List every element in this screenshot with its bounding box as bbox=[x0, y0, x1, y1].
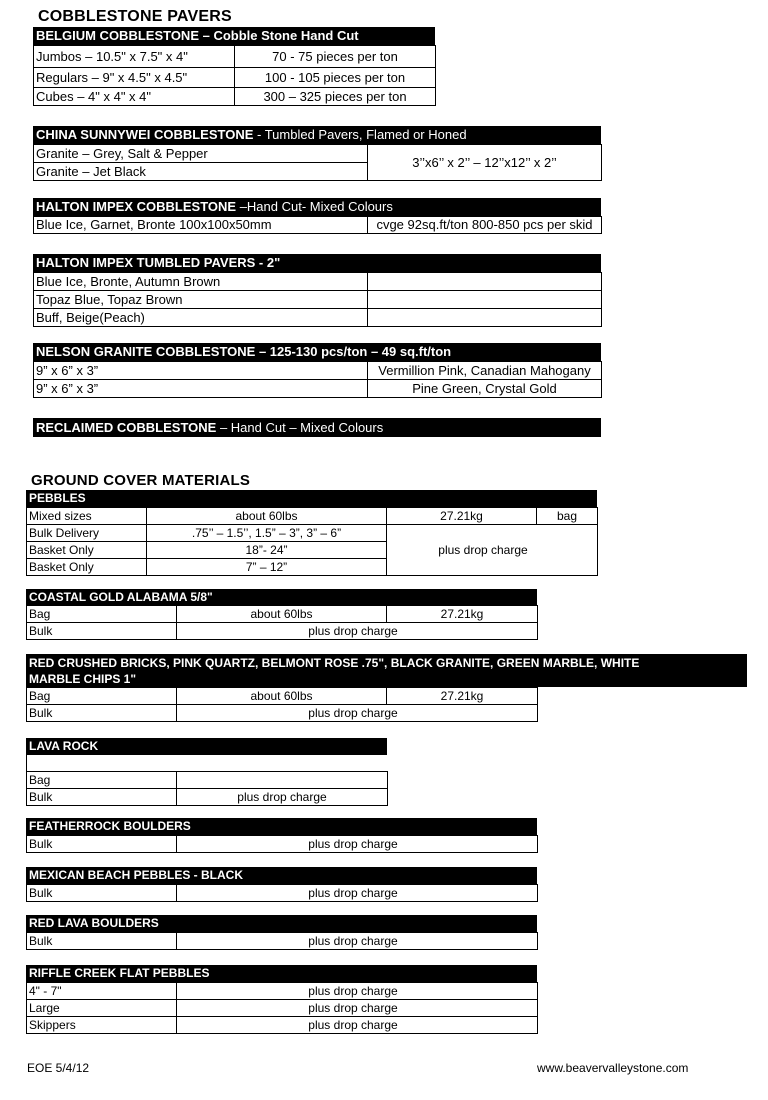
table-cell: Bulk bbox=[27, 789, 177, 806]
table-cell bbox=[368, 309, 602, 327]
table-cell: Bag bbox=[27, 606, 177, 623]
table-cell: Jumbos – 10.5" x 7.5" x 4" bbox=[34, 46, 235, 68]
coastal-heading: COASTAL GOLD ALABAMA 5/8" bbox=[29, 590, 213, 604]
china-sub: - Tumbled Pavers, Flamed or Honed bbox=[253, 127, 467, 142]
table-row bbox=[27, 1017, 538, 1034]
table-cell: about 60lbs bbox=[177, 606, 387, 623]
table-cell: .75’’ – 1.5’’, 1.5” – 3”, 3” – 6” bbox=[147, 525, 387, 542]
table-cell: 27.21kg bbox=[387, 606, 538, 623]
lava-header bbox=[26, 738, 387, 755]
table-row bbox=[27, 1000, 538, 1017]
table-cell: Mixed sizes bbox=[27, 508, 147, 525]
riffle-heading: RIFFLE CREEK FLAT PEBBLES bbox=[29, 966, 210, 980]
table-cell: Basket Only bbox=[27, 542, 147, 559]
riffle-header bbox=[26, 965, 537, 982]
table-row bbox=[27, 606, 538, 623]
table-row bbox=[34, 46, 436, 68]
mexican-heading: MEXICAN BEACH PEBBLES - BLACK bbox=[29, 868, 244, 882]
nelson-table bbox=[33, 361, 602, 398]
halton-cobble-sub: –Hand Cut- Mixed Colours bbox=[236, 199, 393, 214]
pebbles-header bbox=[26, 490, 597, 507]
featherrock-header bbox=[26, 818, 537, 835]
table-cell: plus drop charge bbox=[177, 983, 538, 1000]
table-row bbox=[34, 88, 436, 106]
table-cell: 9” x 6” x 3” bbox=[34, 362, 368, 380]
table-cell: 18”- 24” bbox=[147, 542, 387, 559]
table-cell: Topaz Blue, Topaz Brown bbox=[34, 291, 368, 309]
mexican-table bbox=[26, 884, 538, 902]
table-row bbox=[27, 525, 598, 542]
reclaimed-heading: RECLAIMED COBBLESTONE bbox=[36, 420, 217, 435]
table-cell: plus drop charge bbox=[177, 836, 538, 853]
table-row bbox=[27, 705, 538, 722]
china-heading: CHINA SUNNYWEI COBBLESTONE bbox=[36, 127, 254, 142]
red-crushed-heading-line1: RED CRUSHED BRICKS, PINK QUARTZ, BELMONT ROSE .75", BLACK GRANITE, GREEN MARBLE, WHITE bbox=[29, 656, 640, 670]
reclaimed-sub: – Hand Cut – Mixed Colours bbox=[216, 420, 384, 435]
table-cell: Bulk bbox=[27, 885, 177, 902]
table-cell: 4" - 7" bbox=[27, 983, 177, 1000]
table-cell: plus drop charge bbox=[177, 933, 538, 950]
table-row bbox=[34, 362, 602, 380]
table-cell: 27.21kg bbox=[387, 688, 538, 705]
table-cell: Cubes – 4" x 4" x 4" bbox=[34, 88, 235, 106]
table-row bbox=[34, 68, 436, 88]
table-cell: plus drop charge bbox=[177, 623, 538, 640]
reclaimed-header bbox=[33, 418, 601, 437]
table-cell: 100 - 105 pieces per ton bbox=[235, 68, 436, 88]
table-cell: 27.21kg bbox=[387, 508, 537, 525]
table-cell bbox=[368, 273, 602, 291]
pebbles-table bbox=[26, 507, 598, 576]
table-cell: plus drop charge bbox=[387, 525, 598, 576]
table-row bbox=[34, 273, 602, 291]
table-cell: 70 - 75 pieces per ton bbox=[235, 46, 436, 68]
table-row bbox=[27, 933, 538, 950]
table-row bbox=[27, 983, 538, 1000]
table-row bbox=[34, 217, 602, 234]
red-lava-table bbox=[26, 932, 538, 950]
table-cell: about 60lbs bbox=[177, 688, 387, 705]
featherrock-table bbox=[26, 835, 538, 853]
table-cell: Large bbox=[27, 1000, 177, 1017]
table-cell: Bag bbox=[27, 688, 177, 705]
table-cell: Bulk Delivery bbox=[27, 525, 147, 542]
featherrock-heading: FEATHERROCK BOULDERS bbox=[29, 819, 191, 833]
table-cell: Blue Ice, Bronte, Autumn Brown bbox=[34, 273, 368, 291]
lava-table bbox=[26, 771, 388, 806]
table-cell: 300 – 325 pieces per ton bbox=[235, 88, 436, 106]
table-cell: Bulk bbox=[27, 933, 177, 950]
table-cell: 9” x 6” x 3” bbox=[34, 380, 368, 398]
coastal-table bbox=[26, 605, 538, 640]
footer-date: EOE 5/4/12 bbox=[27, 1061, 90, 1075]
red-lava-heading: RED LAVA BOULDERS bbox=[29, 916, 159, 930]
mexican-header bbox=[26, 867, 537, 884]
halton-cobble-heading: HALTON IMPEX COBBLESTONE bbox=[36, 199, 237, 214]
table-row bbox=[34, 291, 602, 309]
table-cell bbox=[368, 291, 602, 309]
table-cell: Regulars – 9" x 4.5" x 4.5" bbox=[34, 68, 235, 88]
red-crushed-table bbox=[26, 687, 538, 722]
table-row bbox=[27, 789, 388, 806]
table-cell: Granite – Jet Black bbox=[34, 163, 368, 181]
nelson-heading: NELSON GRANITE COBBLESTONE – 125-130 pcs/ton – 49 sq.ft/ton bbox=[36, 344, 452, 359]
table-cell: Buff, Beige(Peach) bbox=[34, 309, 368, 327]
table-row bbox=[27, 885, 538, 902]
nelson-header bbox=[33, 343, 601, 361]
table-cell: Bag bbox=[27, 772, 177, 789]
table-cell: Bulk bbox=[27, 623, 177, 640]
table-row bbox=[27, 772, 388, 789]
coastal-header bbox=[26, 589, 537, 605]
riffle-table bbox=[26, 982, 538, 1034]
belgium-sub: – Cobble Stone Hand Cut bbox=[199, 28, 359, 43]
red-lava-header bbox=[26, 915, 537, 932]
table-row bbox=[27, 623, 538, 640]
halton-tumbled-heading: HALTON IMPEX TUMBLED PAVERS - 2" bbox=[36, 255, 281, 270]
table-cell: Blue Ice, Garnet, Bronte 100x100x50mm bbox=[34, 217, 368, 234]
table-cell bbox=[177, 772, 388, 789]
table-cell: plus drop charge bbox=[177, 1017, 538, 1034]
lava-spacer-line bbox=[26, 755, 27, 771]
china-header bbox=[33, 126, 601, 144]
table-row bbox=[34, 380, 602, 398]
red-crushed-heading-line2: MARBLE CHIPS 1" bbox=[29, 672, 137, 686]
belgium-header bbox=[33, 27, 435, 45]
table-cell: cvge 92sq.ft/ton 800-850 pcs per skid bbox=[368, 217, 602, 234]
belgium-table bbox=[33, 45, 436, 106]
halton-tumbled-header bbox=[33, 254, 601, 272]
table-row bbox=[27, 836, 538, 853]
pebbles-heading: PEBBLES bbox=[29, 491, 86, 505]
table-cell: Bulk bbox=[27, 705, 177, 722]
table-cell: Granite – Grey, Salt & Pepper bbox=[34, 145, 368, 163]
table-cell: plus drop charge bbox=[177, 885, 538, 902]
table-cell: plus drop charge bbox=[177, 789, 388, 806]
table-cell: plus drop charge bbox=[177, 1000, 538, 1017]
red-crushed-header bbox=[26, 654, 747, 687]
halton-tumbled-table bbox=[33, 272, 602, 327]
table-cell: about 60lbs bbox=[147, 508, 387, 525]
table-cell: Pine Green, Crystal Gold bbox=[368, 380, 602, 398]
table-cell: Basket Only bbox=[27, 559, 147, 576]
china-table bbox=[33, 144, 602, 181]
table-cell: bag bbox=[537, 508, 598, 525]
lava-heading: LAVA ROCK bbox=[29, 739, 99, 753]
table-cell: Vermillion Pink, Canadian Mahogany bbox=[368, 362, 602, 380]
table-row bbox=[27, 688, 538, 705]
cobblestone-title: COBBLESTONE PAVERS bbox=[38, 8, 232, 25]
table-row bbox=[34, 309, 602, 327]
table-cell: 7” – 12” bbox=[147, 559, 387, 576]
table-cell: Skippers bbox=[27, 1017, 177, 1034]
halton-cobble-table bbox=[33, 216, 602, 234]
footer-website[interactable]: www.beavervalleystone.com bbox=[537, 1061, 689, 1075]
ground-title: GROUND COVER MATERIALS bbox=[31, 472, 251, 489]
table-cell: 3’’x6’’ x 2’’ – 12’’x12’’ x 2’’ bbox=[368, 145, 602, 181]
halton-cobble-header bbox=[33, 198, 601, 216]
table-row bbox=[27, 508, 598, 525]
table-row bbox=[34, 145, 602, 163]
table-cell: plus drop charge bbox=[177, 705, 538, 722]
belgium-heading: BELGIUM COBBLESTONE bbox=[36, 28, 199, 43]
table-cell: Bulk bbox=[27, 836, 177, 853]
